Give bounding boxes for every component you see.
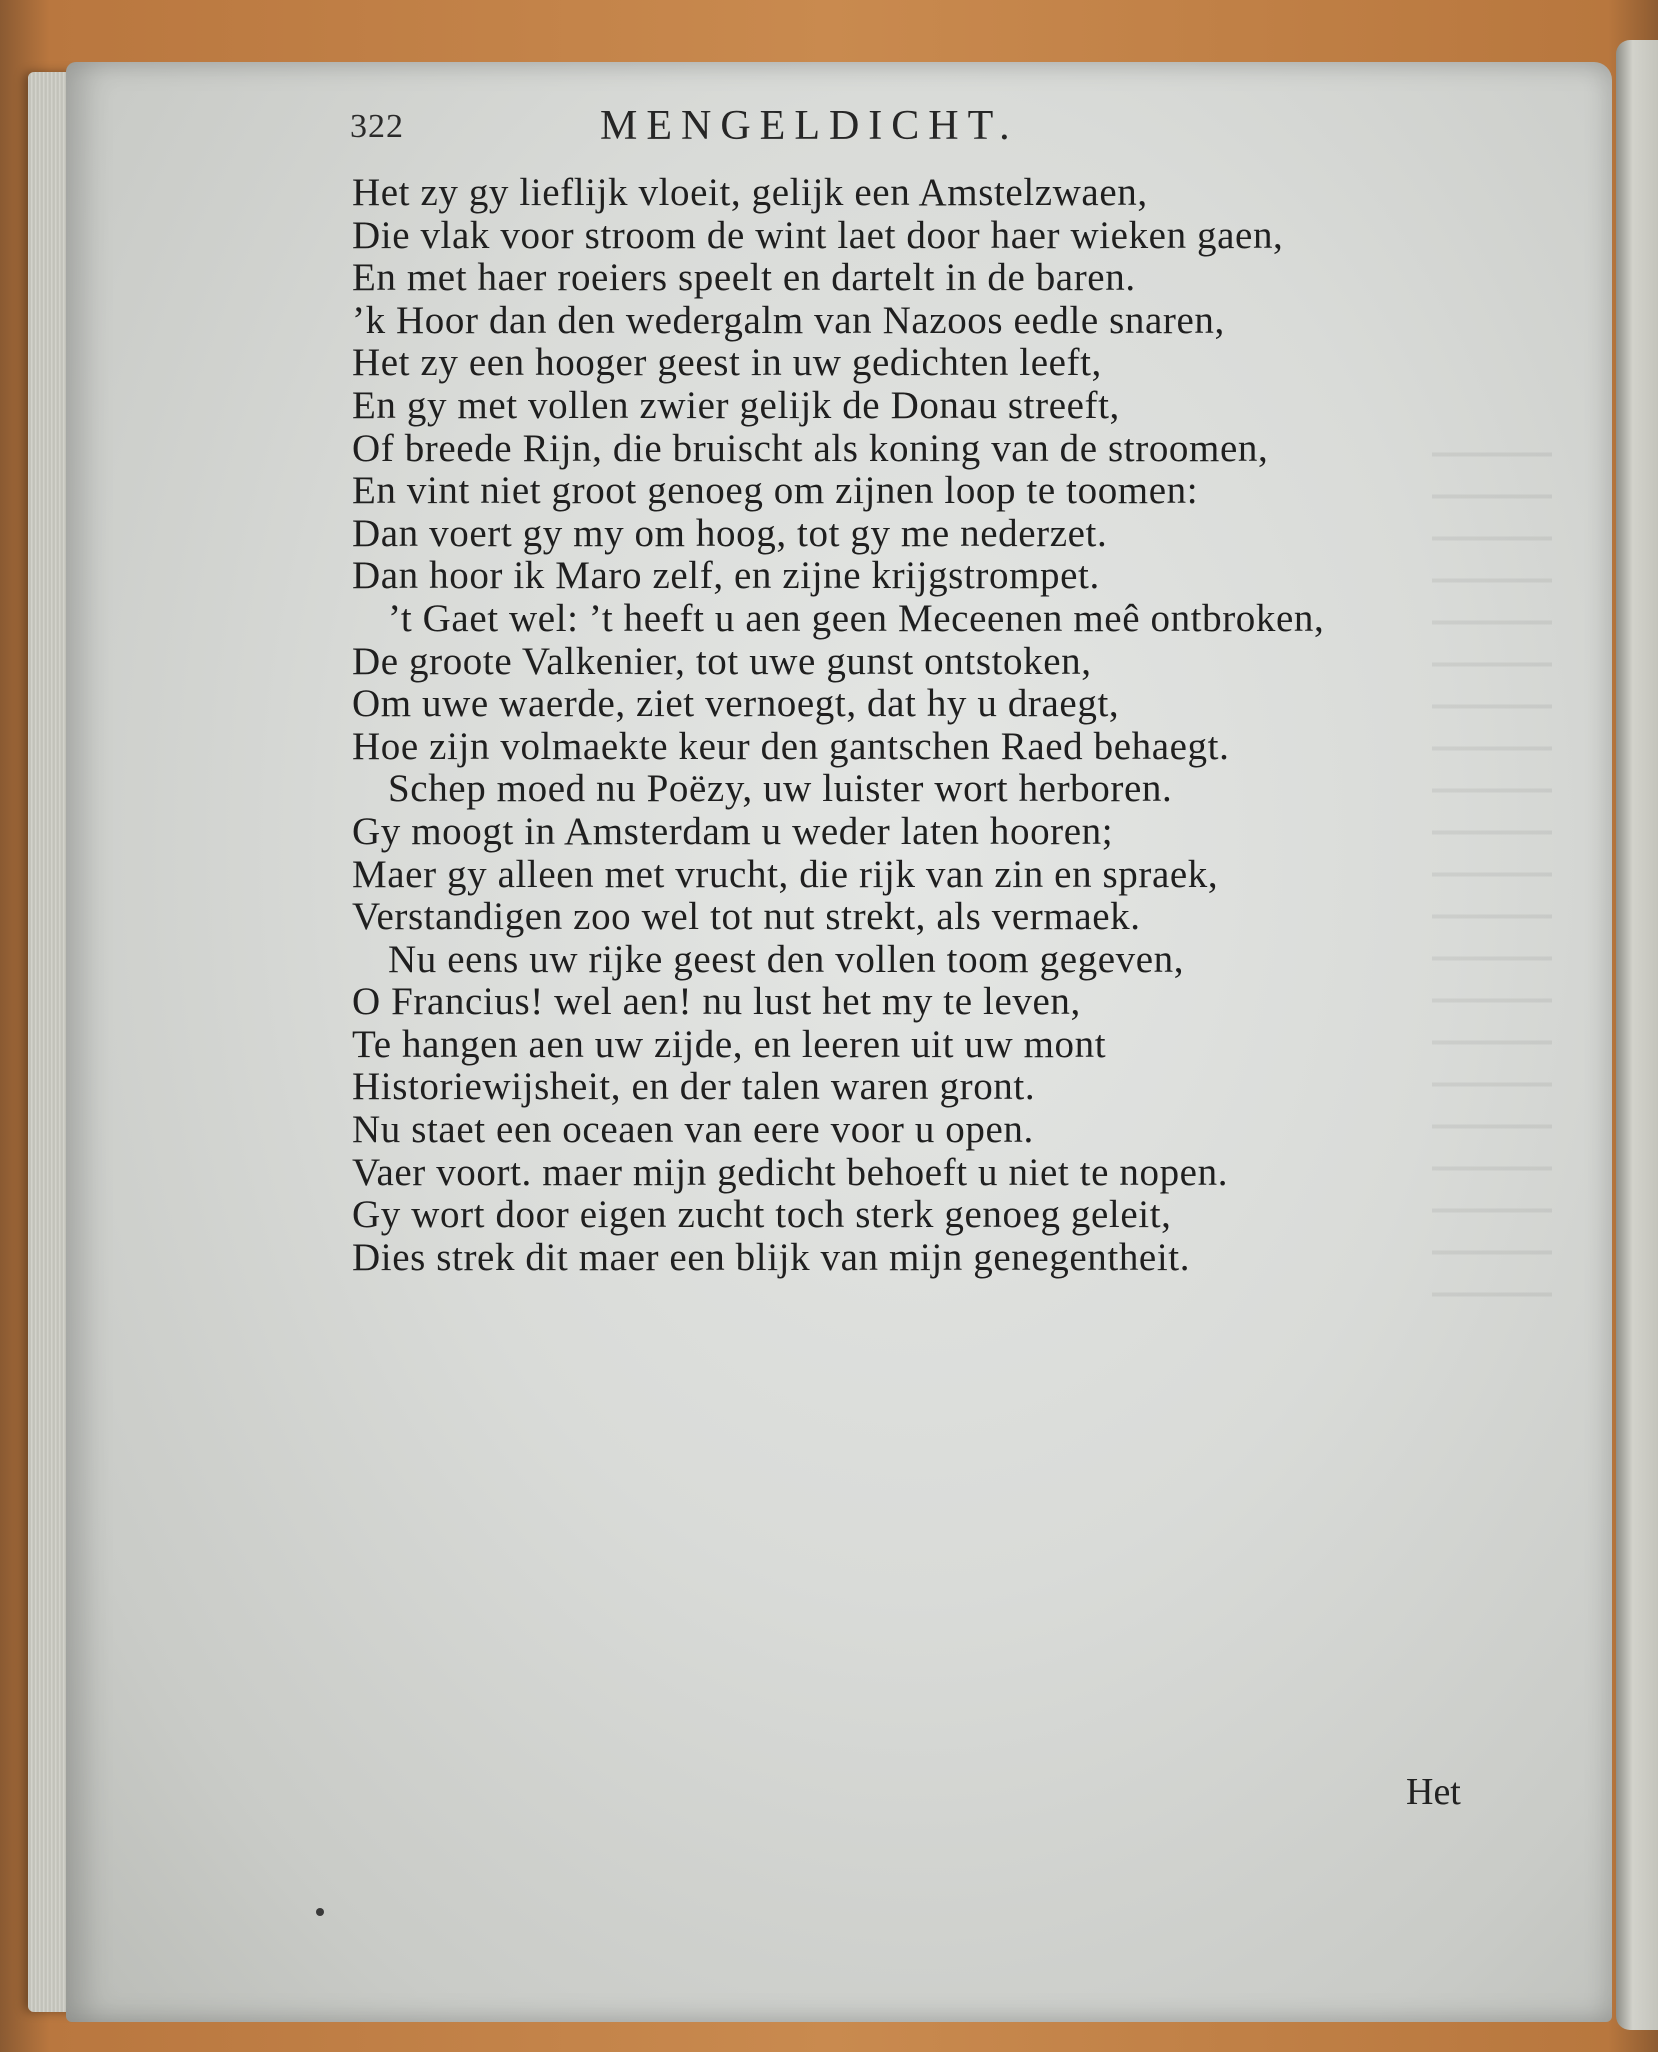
poem-line: Dan voert gy my om hoog, tot gy me nederzet.: [352, 511, 1108, 555]
running-title: MENGELDICHT.: [600, 103, 1019, 149]
poem-line: En met haer roeiers speelt en dartelt in de baren.: [352, 256, 1136, 300]
page-number: 322: [350, 108, 404, 145]
poem-line: Gy wort door eigen zucht toch sterk genoeg geleit,: [352, 1193, 1172, 1237]
poem-line: De groote Valkenier, tot uwe gunst ontstoken,: [352, 639, 1092, 683]
poem-line: Het zy gy lieflijk vloeit, gelijk een Amstelzwaen,: [352, 171, 1148, 214]
poem-line: Die vlak voor stroom de wint laet door haer wieken gaen,: [352, 213, 1284, 257]
poem-line: Te hangen aen uw zijde, en leeren uit uw mont: [352, 1022, 1107, 1066]
poem-line: Gy moogt in Amsterdam u weder laten hooren;: [352, 809, 1114, 853]
catchword: Het: [1406, 1771, 1461, 1813]
poem-text: [352, 172, 1502, 1279]
poem-line: Of breede Rijn, die bruischt als koning van de stroomen,: [352, 426, 1269, 470]
poem-line: Dies strek dit maer een blijk van mijn genegentheit.: [352, 1235, 1191, 1279]
poem-line: Nu staet een oceaen van eere voor u open.: [352, 1108, 1034, 1152]
poem-line: Maer gy alleen met vrucht, die rijk van zin en spraek,: [352, 852, 1219, 896]
poem-line: Hoe zijn volmaekte keur den gantschen Raed behaegt.: [352, 724, 1230, 768]
ink-speck: [316, 1908, 324, 1916]
poem-line: Verstandigen zoo wel tot nut strekt, als vermaek.: [352, 895, 1141, 939]
poem-line: ’t Gaet wel: ’t heeft u aen geen Meceenen meê ontbroken,: [388, 596, 1325, 640]
poem-line: Historiewijsheit, en der talen waren gront.: [352, 1065, 1036, 1109]
poem-line: Nu eens uw rijke geest den vollen toom gegeven,: [388, 937, 1185, 981]
poem-line: Om uwe waerde, ziet vernoegt, dat hy u draegt,: [352, 682, 1120, 726]
poem-line: Vaer voort. maer mijn gedicht behoeft u niet te nopen.: [352, 1150, 1229, 1194]
page-header: [350, 102, 1250, 162]
poem-line: Schep moed nu Poëzy, uw luister wort herboren.: [388, 767, 1173, 811]
poem-line: En vint niet groot genoeg om zijnen loop te toomen:: [352, 469, 1199, 513]
facing-page-edge: [1616, 40, 1658, 2030]
poem-line: ’k Hoor dan den wedergalm van Nazoos eedle snaren,: [352, 298, 1225, 342]
poem-line: Het zy een hooger geest in uw gedichten leeft,: [352, 341, 1102, 385]
poem-line: En gy met vollen zwier gelijk de Donau streeft,: [352, 383, 1120, 427]
poem-line: Dan hoor ik Maro zelf, en zijne krijgstrompet.: [352, 554, 1100, 598]
poem-line: O Francius! wel aen! nu lust het my te leven,: [352, 980, 1081, 1024]
